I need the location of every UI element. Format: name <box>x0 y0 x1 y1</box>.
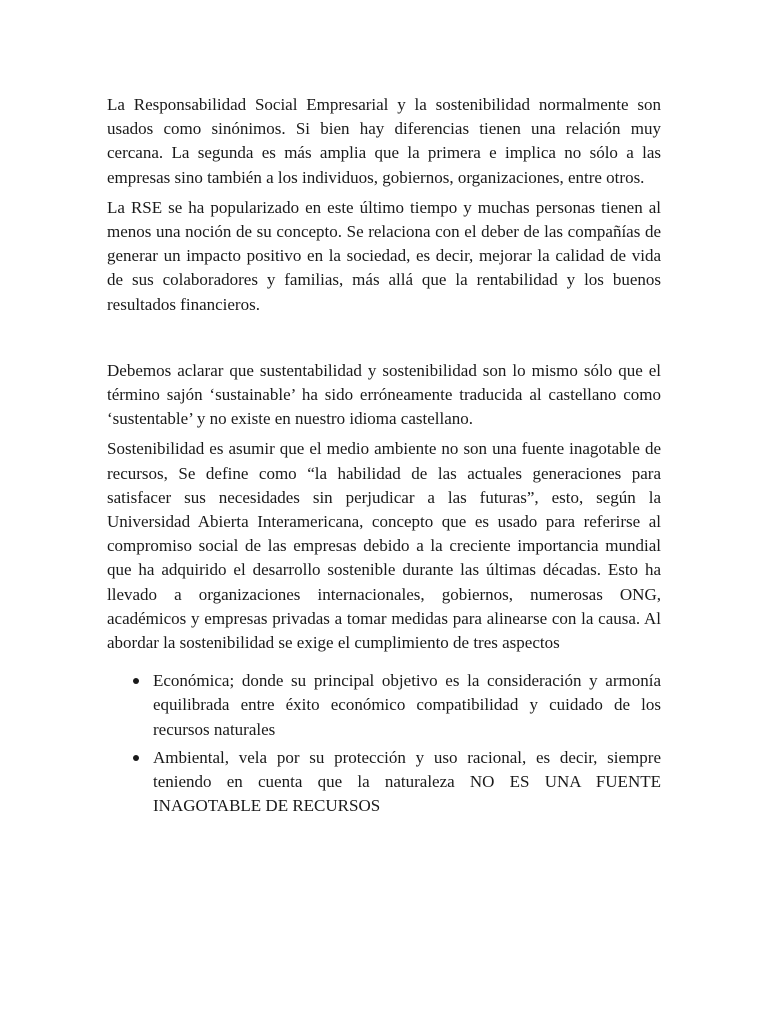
list-item <box>107 669 661 742</box>
list-item-text: Económica; donde su principal objetivo es la consideración y armonía equilibrada entre éxito económico compatibilidad y cuidado de los recursos naturales <box>153 671 661 739</box>
paragraph-rse-definition: La RSE se ha popularizado en este último tiempo y muchas personas tienen al menos una noción de su concepto. Se relaciona con el deber de las compañías de generar un impacto positivo en la sociedad, es decir, mejorar la calidad de vida de sus colaboradores y familias, más allá que la rentabilidad y los buenos resultados financieros. <box>107 197 661 314</box>
list-item <box>107 746 661 819</box>
aspects-list <box>107 669 661 818</box>
paragraph-spacer <box>107 323 661 359</box>
paragraph-rse-intro: La Responsabilidad Social Empresarial y la sostenibilidad normalmente son usados como sinónimos. Si bien hay diferencias tienen una relación muy cercana. La segunda es más amplia que la primera e implica no sólo a las empresas sino también a los individuos, gobiernos, organizaciones, entre otros. <box>107 95 661 187</box>
bullet-icon <box>133 678 139 684</box>
paragraph-terminology: Debemos aclarar que sustentabilidad y sostenibilidad son lo mismo sólo que el término sajón ‘sustainable’ ha sido erróneamente traducida al castellano como ‘sustentable’ y no existe en nuestro idioma castellano. <box>107 360 661 429</box>
bullet-icon <box>133 755 139 761</box>
paragraph-sostenibilidad: Sostenibilidad es asumir que el medio ambiente no son una fuente inagotable de recursos, Se define como “la habilidad de las actuales generaciones para satisfacer sus necesidades sin perjudicar a las futuras”, esto, según la Universidad Abierta Interamericana, concepto que es usado para referirse al compromiso social de las empresas debido a la creciente importancia mundial que ha adquirido el desarrollo sostenible durante las últimas décadas. Esto ha llevado a organizaciones internacionales, gobiernos, numerosas ONG, académicos y empresas privadas a tomar medidas para alinearse con la causa. Al abordar la sostenibilidad se exige el cumplimiento de tres aspectos <box>107 439 661 653</box>
document-page <box>107 93 661 822</box>
list-item-text: Ambiental, vela por su protección y uso racional, es decir, siempre teniendo en cuenta que la naturaleza NO ES UNA FUENTE INAGOTABLE DE RECURSOS <box>153 747 661 816</box>
